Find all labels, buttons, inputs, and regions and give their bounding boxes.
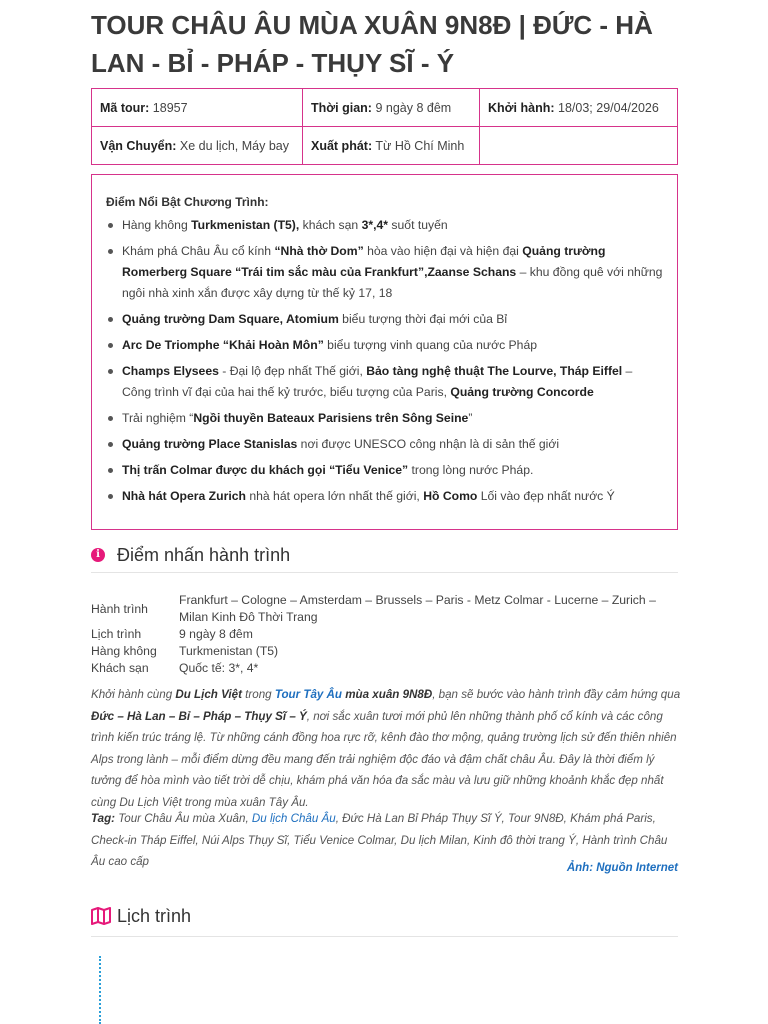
desc-bold: Du Lịch Việt xyxy=(175,688,242,701)
highlights-list xyxy=(106,215,663,507)
journey-table xyxy=(91,592,678,677)
hl-bold: Ngồi thuyền Bateaux Parisiens trên Sông Seine xyxy=(193,411,469,425)
tags-text: Tour Châu Âu mùa Xuân, xyxy=(115,812,252,825)
tour-transport-cell xyxy=(92,127,303,165)
hl-text: Hàng không xyxy=(122,218,192,232)
hl-bold: 3*,4* xyxy=(361,218,389,232)
tour-origin-value: Từ Hồ Chí Minh xyxy=(375,138,465,153)
hl-bold: Quảng trường Romerberg Square “Trái tim sắc màu của Frankfurt”,Zaanse Schans xyxy=(122,244,606,279)
schedule-value: 9 ngày 8 đêm xyxy=(179,627,253,641)
tour-time-cell xyxy=(303,89,480,127)
airline-value: Turkmenistan (T5) xyxy=(179,644,279,658)
itinerary-section-title: Lịch trình xyxy=(117,905,192,926)
hl-text: hòa vào hiện đại và hiện đại xyxy=(363,244,523,258)
hl-text: suốt tuyến xyxy=(388,218,448,232)
hl-text: Lối vào đẹp nhất nước Ý xyxy=(477,489,615,503)
tags-label: Tag: xyxy=(91,812,116,825)
highlights-box xyxy=(91,174,678,530)
hl-bold: Hồ Como xyxy=(423,489,478,503)
highlight-item xyxy=(106,434,663,455)
tour-depart-value: 18/03; 29/04/2026 xyxy=(558,100,659,115)
airline-label: Hàng không xyxy=(91,644,157,658)
hl-bold: Turkmenistan (T5), xyxy=(191,218,300,232)
hotel-value: Quốc tế: 3*, 4* xyxy=(179,661,259,675)
timeline-line xyxy=(99,956,101,1024)
tour-time-label: Thời gian: xyxy=(311,100,372,115)
du-lich-chau-au-link[interactable]: Du lịch Châu Âu xyxy=(251,812,336,825)
tour-depart-cell xyxy=(480,89,678,127)
tour-depart-label: Khởi hành: xyxy=(488,100,555,115)
hl-text: - Đại lộ đẹp nhất Thế giới, xyxy=(218,364,367,378)
journey-section-header xyxy=(91,538,678,573)
hl-text: – khu đồng quê với những ngôi nhà xinh xắn được xây dựng từ thế kỷ 17, 18 xyxy=(122,265,663,300)
hl-text: – Công trình vĩ đại của hai thế kỷ trước, biểu tượng của Paris, xyxy=(122,364,633,399)
hotel-label: Khách sạn xyxy=(91,661,149,675)
image-credit: Ảnh: Nguồn Internet xyxy=(566,862,678,874)
route-value: Frankfurt – Cologne – Amsterdam – Brussels – Paris - Metz Colmar - Lucerne – Zurich – Milan Kinh Đô Thời Trang xyxy=(179,593,656,624)
hl-bold: “Nhà thờ Dom” xyxy=(274,244,364,258)
hl-text: nơi được UNESCO công nhận là di sản thế giới xyxy=(297,437,560,451)
tour-origin-label: Xuất phát: xyxy=(311,138,373,153)
tour-transport-value: Xe du lịch, Máy bay xyxy=(179,138,289,153)
highlight-item xyxy=(106,486,663,507)
hl-bold: Quảng trường Place Stanislas xyxy=(122,437,298,451)
journey-section-title: Điểm nhấn hành trình xyxy=(117,544,291,565)
hl-bold: Quảng trường Dam Square, Atomium xyxy=(122,312,339,326)
itinerary-section-header xyxy=(91,896,678,937)
empty-cell xyxy=(480,127,678,165)
tour-origin-cell xyxy=(303,127,480,165)
highlight-item xyxy=(106,408,663,429)
hl-text: Khám phá Châu Âu cổ kính xyxy=(122,244,275,258)
hl-bold: Champs Elysees xyxy=(122,364,219,378)
tour-code-label: Mã tour: xyxy=(100,100,150,115)
desc-text: , bạn sẽ bước vào hành trình đầy cảm hứng qua xyxy=(432,688,681,701)
tour-tay-au-link[interactable]: Tour Tây Âu xyxy=(274,688,343,701)
hl-bold: Arc De Triomphe “Khải Hoàn Môn” xyxy=(122,338,324,352)
hl-text: Trải nghiệm “ xyxy=(122,411,194,425)
desc-text: , nơi sắc xuân tươi mới phủ lên những thành phố cổ kính và các công trình kiến trúc tráng lệ. Từ những cánh đồng hoa rực rỡ, kênh đào thơ mộng, quảng trường lịch sử đến thiên nhiên Alps trong lành – mỗi điểm dừng đều mang đến trải nghiệm độc đáo và đậm chất châu Âu. Đây là thời điểm lý tưởng để hòa mình vào tiết trời dễ chịu, khám phá văn hóa đa sắc màu và lưu giữ những khoảnh khắc đẹp nhất cùng Du Lịch Việt trong mùa xuân Tây Âu. xyxy=(91,709,677,809)
hl-bold: Nhà hát Opera Zurich xyxy=(122,489,246,503)
highlights-heading: Điểm Nổi Bật Chương Trình: xyxy=(106,195,269,209)
hl-text: nhà hát opera lớn nhất thế giới, xyxy=(245,489,424,503)
map-icon xyxy=(91,907,113,925)
hl-text: trong lòng nước Pháp. xyxy=(408,463,534,477)
hl-text: ” xyxy=(468,411,473,425)
tour-transport-label: Vận Chuyển: xyxy=(100,138,177,153)
highlight-item xyxy=(106,460,663,481)
hl-bold: Thị trấn Colmar được du khách gọi “Tiểu Venice” xyxy=(122,463,409,477)
desc-bold: Đức – Hà Lan – Bỉ – Pháp – Thụy Sĩ – Ý xyxy=(91,709,307,723)
hl-text: biểu tượng vinh quang của nước Pháp xyxy=(323,338,538,352)
tour-code-cell xyxy=(92,89,303,127)
tour-description xyxy=(91,684,681,813)
hl-bold: Quảng trường Concorde xyxy=(450,385,594,399)
tour-code-value: 18957 xyxy=(152,100,188,115)
highlight-item xyxy=(106,215,663,236)
tour-title: TOUR CHÂU ÂU MÙA XUÂN 9N8Đ | ĐỨC - HÀ LAN - BỈ - PHÁP - THỤY SĨ - Ý xyxy=(91,10,653,78)
route-label: Hành trình xyxy=(91,601,148,616)
hl-text: khách sạn xyxy=(299,218,362,232)
highlight-item xyxy=(106,241,663,304)
highlight-item xyxy=(106,335,663,356)
desc-bold: mùa xuân 9N8Đ xyxy=(342,688,433,701)
schedule-label: Lịch trình xyxy=(91,627,142,641)
tour-time-value: 9 ngày 8 đêm xyxy=(375,100,452,115)
desc-text: trong xyxy=(241,688,275,701)
highlight-item xyxy=(106,309,663,330)
tour-info-table xyxy=(91,88,678,165)
highlight-item xyxy=(106,361,663,403)
info-icon: i xyxy=(91,548,113,562)
desc-text: Khởi hành cùng xyxy=(91,688,176,701)
hl-bold: Bảo tàng nghệ thuật The Lourve, Tháp Eiffel xyxy=(366,364,623,378)
hl-text: biểu tượng thời đại mới của Bỉ xyxy=(338,312,508,326)
tags-text: , Đức Hà Lan Bỉ Pháp Thụy Sĩ Ý, Tour 9N8Đ, Khám phá Paris, Check-in Tháp Eiffel, Núi Alps Thụy Sĩ, Tiểu Venice Colmar, Du lịch Milan, Kinh đô thời trang Ý, Hành trình Châu Âu cao cấp xyxy=(91,812,668,868)
